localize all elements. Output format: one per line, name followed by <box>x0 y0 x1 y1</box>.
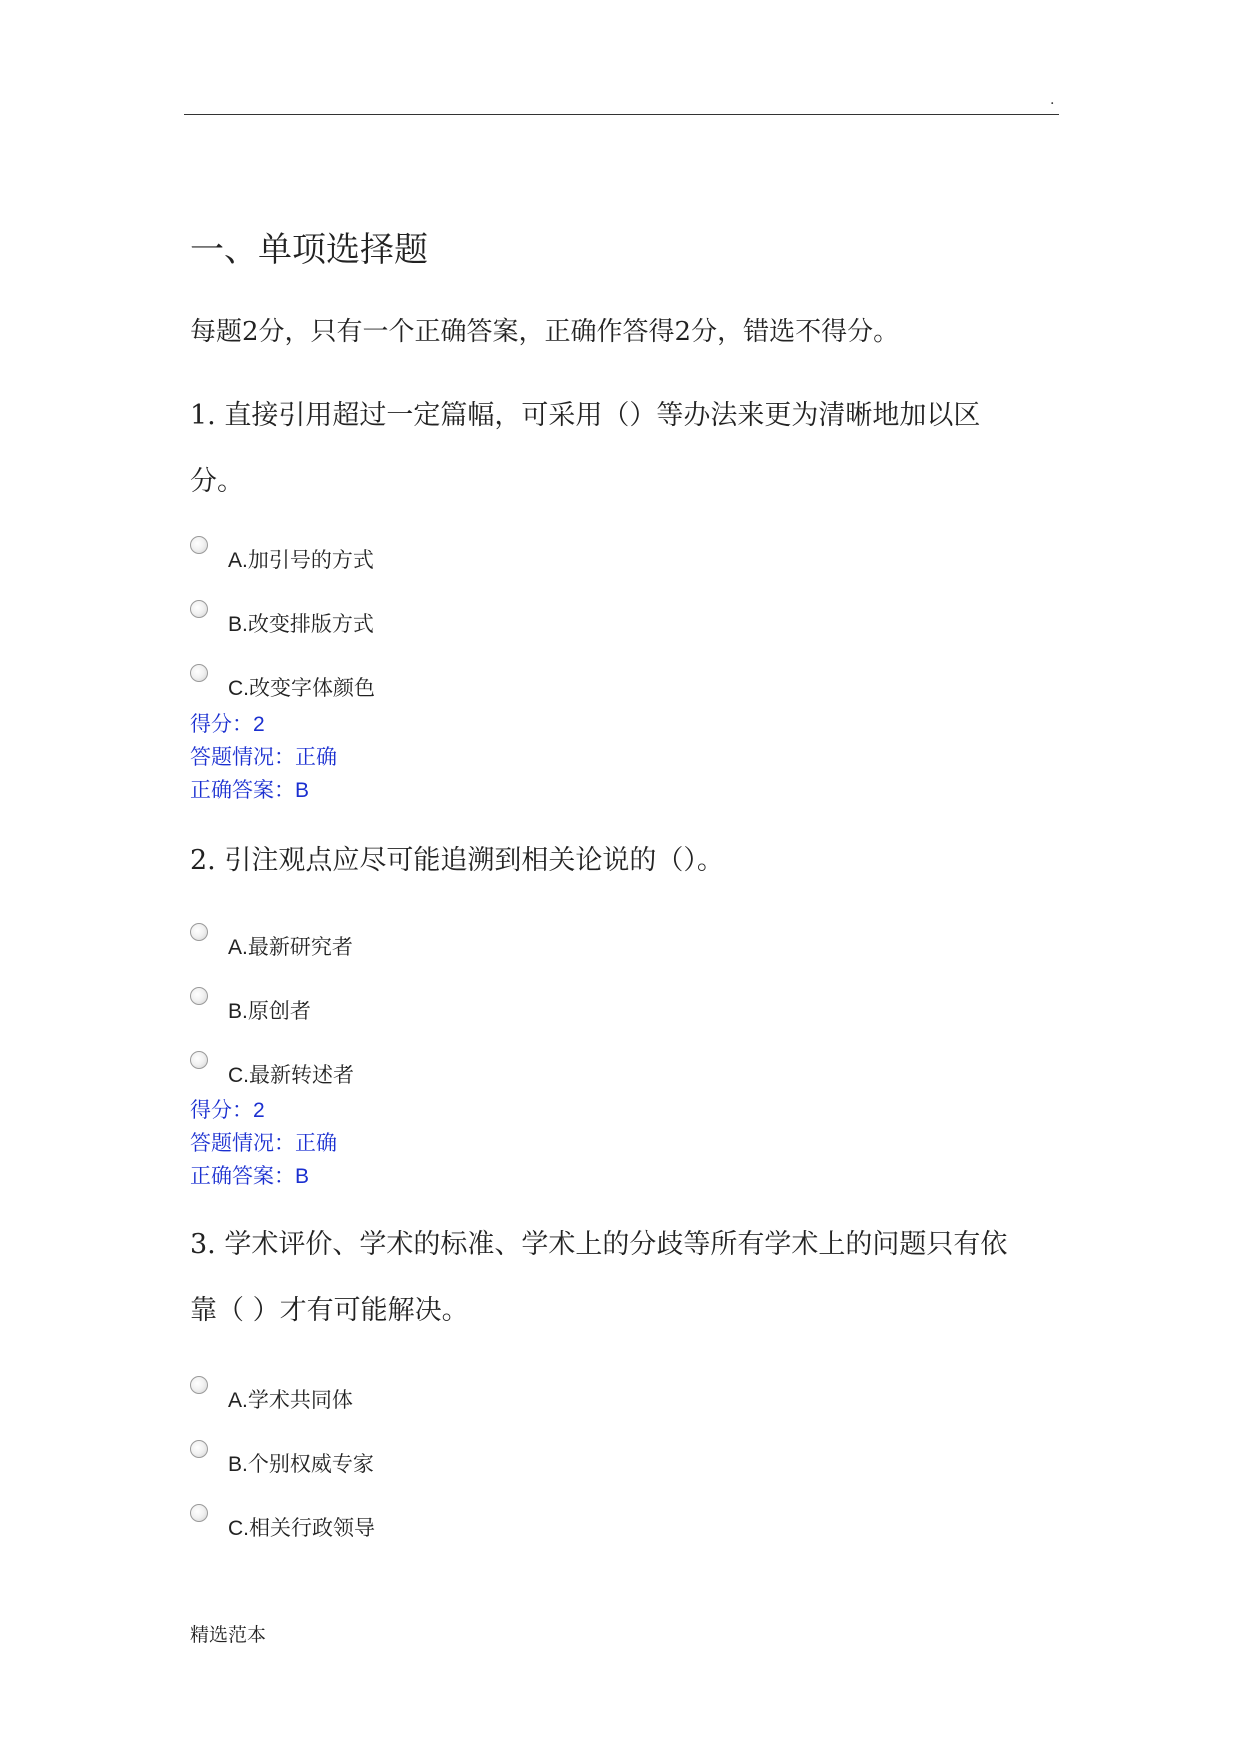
radio-button-icon[interactable] <box>190 987 208 1005</box>
q2-result <box>190 1094 337 1193</box>
option-text: 改变字体颜色 <box>249 676 375 700</box>
q3-option-b[interactable] <box>190 1444 374 1474</box>
option-letter: B. <box>228 613 248 636</box>
option-letter: B. <box>228 1000 248 1023</box>
q3-option-c[interactable] <box>190 1508 375 1538</box>
radio-button-icon[interactable] <box>190 1440 208 1458</box>
question-text-line: 靠（ ）才有可能解决。 <box>190 1295 469 1326</box>
radio-button-icon[interactable] <box>190 1376 208 1394</box>
q1-option-a[interactable] <box>190 540 374 570</box>
option-letter: C. <box>228 1517 249 1540</box>
header-rule <box>184 114 1059 115</box>
q1-option-c[interactable] <box>190 668 375 698</box>
option-letter: A. <box>228 549 248 572</box>
answer-label: 正确答案： <box>190 778 295 802</box>
answer-value: B <box>295 779 310 802</box>
score-row <box>190 708 337 741</box>
q1-result <box>190 708 337 807</box>
q1-option-b[interactable] <box>190 604 374 634</box>
answer-row <box>190 1160 337 1193</box>
option-text: 原创者 <box>247 999 311 1023</box>
option-text: 个别权威专家 <box>247 1452 374 1476</box>
option-text: 学术共同体 <box>247 1388 353 1412</box>
status-value: 正确 <box>295 1131 337 1155</box>
section-title: 一、单项选择题 <box>190 230 428 270</box>
score-row <box>190 1094 337 1127</box>
status-value: 正确 <box>295 745 337 769</box>
radio-button-icon[interactable] <box>190 923 208 941</box>
status-row <box>190 1127 337 1160</box>
option-text: 最新转述者 <box>249 1063 354 1087</box>
question-3 <box>190 1212 1070 1344</box>
option-letter: A. <box>228 936 248 959</box>
question-text-line: 分。 <box>190 466 244 497</box>
radio-button-icon[interactable] <box>190 600 208 618</box>
question-2 <box>190 828 1070 894</box>
status-row <box>190 741 337 774</box>
score-value: 2 <box>253 713 265 736</box>
question-text-line: 1. 直接引用超过一定篇幅，可采用（）等办法来更为清晰地加以区 <box>190 400 981 431</box>
section-instructions: 每题2分，只有一个正确答案，正确作答得2分，错选不得分。 <box>190 317 900 347</box>
question-1 <box>190 383 1070 515</box>
radio-button-icon[interactable] <box>190 664 208 682</box>
radio-button-icon[interactable] <box>190 1504 208 1522</box>
score-label: 得分： <box>190 1098 253 1122</box>
option-text: 改变排版方式 <box>247 612 374 636</box>
score-label: 得分： <box>190 712 253 736</box>
question-text-line: 2. 引注观点应尽可能追溯到相关论说的（）。 <box>190 845 724 876</box>
option-text: 加引号的方式 <box>247 548 374 572</box>
option-letter: B. <box>228 1453 248 1476</box>
header-dot: . <box>1050 92 1055 108</box>
q3-option-a[interactable] <box>190 1380 353 1410</box>
answer-label: 正确答案： <box>190 1164 295 1188</box>
option-letter: C. <box>228 677 249 700</box>
status-label: 答题情况： <box>190 745 295 769</box>
radio-button-icon[interactable] <box>190 536 208 554</box>
footer-text: 精选范本 <box>190 1624 267 1646</box>
q2-option-a[interactable] <box>190 927 353 957</box>
answer-value: B <box>295 1165 310 1188</box>
option-text: 相关行政领导 <box>249 1516 375 1540</box>
question-text-line: 3. 学术评价、学术的标准、学术上的分歧等所有学术上的问题只有依 <box>190 1229 1008 1260</box>
option-letter: A. <box>228 1389 248 1412</box>
q2-option-b[interactable] <box>190 991 311 1021</box>
radio-button-icon[interactable] <box>190 1051 208 1069</box>
q2-option-c[interactable] <box>190 1055 354 1085</box>
score-value: 2 <box>253 1099 265 1122</box>
status-label: 答题情况： <box>190 1131 295 1155</box>
option-text: 最新研究者 <box>247 935 353 959</box>
answer-row <box>190 774 337 807</box>
option-letter: C. <box>228 1064 249 1087</box>
